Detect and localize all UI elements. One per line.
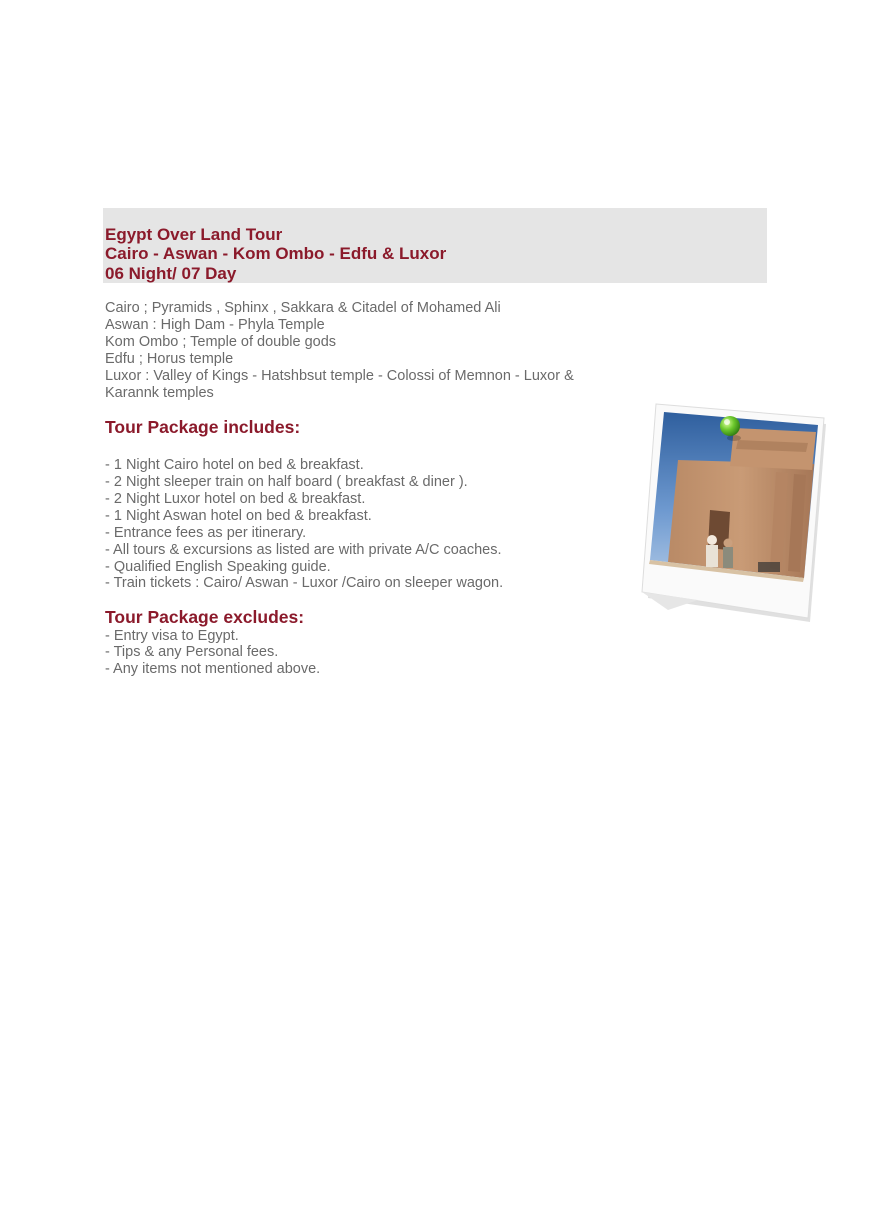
list-item: - 2 Night sleeper train on half board ( breakfast & diner ). bbox=[105, 474, 468, 490]
itinerary-item: Kom Ombo ; Temple of double gods bbox=[105, 334, 337, 350]
list-item: - Qualified English Speaking guide. bbox=[105, 559, 331, 575]
tour-title: Egypt Over Land Tour bbox=[105, 225, 283, 244]
list-item: - Tips & any Personal fees. bbox=[105, 644, 279, 660]
list-item: - 1 Night Cairo hotel on bed & breakfast. bbox=[105, 457, 364, 473]
excludes-title: Tour Package excludes: bbox=[105, 607, 305, 627]
itinerary-item: Luxor : Valley of Kings - Hatshbsut temple - Colossi of Memnon - Luxor & bbox=[105, 368, 574, 384]
includes-title: Tour Package includes: bbox=[105, 417, 301, 437]
tour-route: Cairo - Aswan - Kom Ombo - Edfu & Luxor bbox=[105, 244, 447, 263]
temple-photo bbox=[638, 400, 830, 624]
list-item: - Entry visa to Egypt. bbox=[105, 628, 239, 644]
list-item: - Train tickets : Cairo/ Aswan - Luxor /Cairo on sleeper wagon. bbox=[105, 575, 504, 591]
list-item: - All tours & excursions as listed are with private A/C coaches. bbox=[105, 542, 502, 558]
list-item: - 1 Night Aswan hotel on bed & breakfast. bbox=[105, 508, 372, 524]
tour-header bbox=[103, 208, 767, 283]
itinerary-item: Karannk temples bbox=[105, 385, 214, 401]
list-item: - 2 Night Luxor hotel on bed & breakfast. bbox=[105, 491, 366, 507]
tour-duration: 06 Night/ 07 Day bbox=[105, 264, 237, 283]
list-item: - Entrance fees as per itinerary. bbox=[105, 525, 307, 541]
itinerary-item: Cairo ; Pyramids , Sphinx , Sakkara & Citadel of Mohamed Ali bbox=[105, 300, 501, 316]
list-item: - Any items not mentioned above. bbox=[105, 661, 321, 677]
itinerary-item: Edfu ; Horus temple bbox=[105, 351, 234, 367]
itinerary-item: Aswan : High Dam - Phyla Temple bbox=[105, 317, 325, 333]
